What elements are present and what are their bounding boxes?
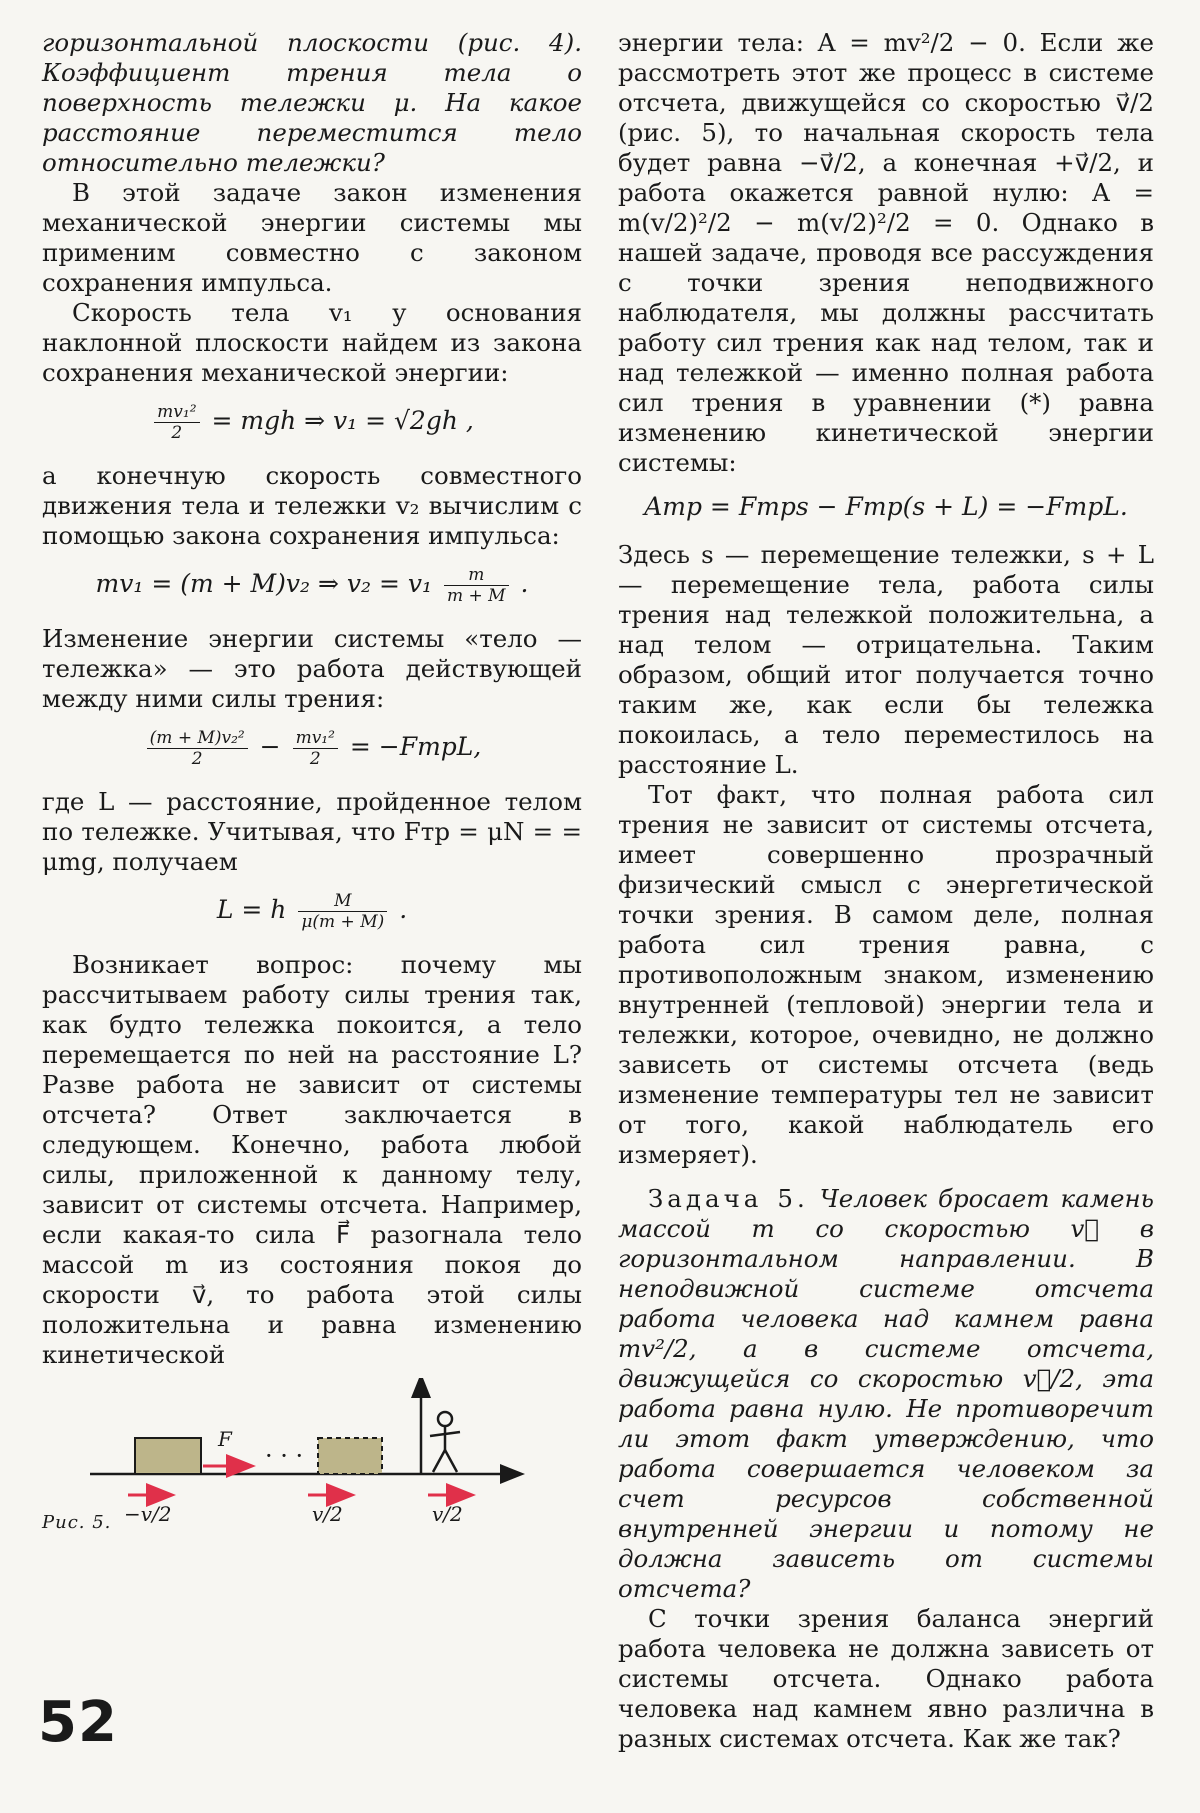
page-number: 52 — [38, 1690, 118, 1755]
ellipsis: · · · — [265, 1442, 304, 1470]
formula-text: L = h — [216, 895, 287, 924]
fraction-denominator: 2 — [309, 749, 321, 769]
paragraph: С точки зрения баланса энергий работа человека не должна зависеть от системы отсчета. Однако работа человека над камнем явно различна в разных системах отсчета. Как же так? — [618, 1604, 1154, 1753]
observer-figure — [430, 1412, 460, 1472]
paragraph: Скорость тела v₁ у основания наклонной плоскости найдем из закона сохранения механической энергии: — [42, 298, 582, 387]
block-initial — [135, 1438, 201, 1474]
block-final — [318, 1438, 382, 1474]
fraction-numerator: mv₁² — [293, 728, 338, 749]
left-column — [42, 28, 582, 1370]
formula-text: = −FтрL, — [349, 732, 482, 761]
figure-5-diagram — [40, 1378, 580, 1528]
formula-text: = mgh ⇒ v₁ = √2gh , — [211, 406, 474, 435]
figure-caption: Рис. 5. — [42, 1512, 112, 1533]
paragraph: Изменение энергии системы «тело — тележка» — это работа действующей между ними силы трения: — [42, 624, 582, 713]
formula-total-friction-work: Aтр = Fтрs − Fтр(s + L) = −FтрL. — [644, 492, 1128, 521]
velocity-label-mid: v/2 — [312, 1502, 343, 1526]
task-text: Человек бросает камень массой m со скоростью v⃗ в горизонтальном направлении. В неподвижной системе отсчета работа человека над камнем равна mv²/2, а в системе отсчета, движущейся со скоростью v⃗/2, эта работа равна нулю. Не противоречит ли этот факт утверждению, что работа совершается человеком за счет ресурсов собственной внутренней энергии и потому не должна зависеть от системы отсчета? — [618, 1184, 1154, 1603]
fraction-numerator: m — [444, 565, 509, 586]
task-5 — [618, 1184, 1154, 1604]
paragraph: Здесь s — перемещение тележки, s + L — перемещение тела, работа силы трения над тележкой положительна, а над телом — отрицательна. Таким образом, общий итог получается точно таким же, как если бы тележка покоилась, а тело переместилось на расстояние L. — [618, 540, 1154, 779]
paragraph: энергии тела: A = mv²/2 − 0. Если же рассмотреть этот же процесс в системе отсчета, движущейся со скоростью v⃗/2 (рис. 5), то начальная скорость тела будет равна −v⃗/2, а конечная +v⃗/2, и работа окажется равной нулю: A = m(v/2)²/2 − m(v/2)²/2 = 0. Однако в нашей задаче, проводя все рассуждения с точки зрения неподвижного наблюдателя, мы должны рассчитать работу сил трения как над телом, так и над тележкой — именно полная работа сил трения в уравнении (*) равна изменению кинетической энергии системы: — [618, 28, 1154, 477]
paragraph: В этой задаче закон изменения механической энергии системы мы применим совместно с законом сохранения импульса. — [42, 178, 582, 297]
fraction-denominator: μ(m + M) — [301, 912, 385, 932]
paragraph: где L — расстояние, пройденное телом по тележке. Учитывая, что Fтр = μN = = μmg, получаем — [42, 787, 582, 876]
force-label: F — [218, 1427, 232, 1451]
task-4-continuation: горизонтальной плоскости (рис. 4). Коэффициент трения тела о поверхность тележки μ. На какое расстояние переместится тело относительно тележки? — [42, 28, 582, 177]
formula-momentum-conservation: mv₁ = (m + M)v₂ ⇒ v₂ = v₁ $\frac{m}{m + M}$ . — [95, 565, 529, 606]
velocity-label-left: −v/2 — [124, 1502, 172, 1526]
formula-distance: L = h $\frac{M}{\mu(m + M)}$ . — [216, 891, 408, 932]
fraction-denominator: 2 — [191, 749, 203, 769]
paragraph: Тот факт, что полная работа сил трения не зависит от системы отсчета, имеет совершенно прозрачный физический смысл с энергетической точки зрения. В самом деле, полная работа сил трения равна, с противоположным знаком, изменению внутренней (тепловой) энергии тела и тележки, которое, очевидно, не должно зависеть от системы отсчета (ведь изменение температуры тел не зависит от того, какой наблюдатель его измеряет). — [618, 780, 1154, 1169]
task-label: Задача 5. — [648, 1184, 809, 1213]
figure-svg — [40, 1378, 580, 1528]
formula-energy-conservation — [42, 402, 582, 443]
fraction-numerator: mv₁² — [154, 402, 199, 423]
right-column — [618, 28, 1154, 1754]
fraction-numerator: M — [298, 891, 387, 912]
fraction-denominator: m + M — [446, 586, 506, 606]
fraction-denominator: 2 — [171, 423, 183, 443]
paragraph: Возникает вопрос: почему мы рассчитываем работу силы трения так, как будто тележка покоится, а тело перемещается по ней на расстояние L? Разве работа не зависит от системы отсчета? Ответ заключается в следующем. Конечно, работа любой силы, приложенной к данному телу, зависит от системы отсчета. Например, если какая-то сила F⃗ разогнала тело массой m из состояния покоя до скорости v⃗, то работа этой силы положительна и равна изменению кинетической — [42, 950, 582, 1369]
velocity-label-right: v/2 — [432, 1502, 463, 1526]
formula-text: mv₁ = (m + M)v₂ ⇒ v₂ = v₁ — [95, 569, 432, 598]
paragraph: а конечную скорость совместного движения тела и тележки v₂ вычислим с помощью закона сохранения импульса: — [42, 461, 582, 550]
formula-friction-work: $\frac{\text{(m + M)v₂²}}{2}$ − $\frac{\text{mv₁²}}{2}$ = −FтрL, — [42, 728, 582, 769]
fraction-numerator: (m + M)v₂² — [147, 728, 248, 749]
